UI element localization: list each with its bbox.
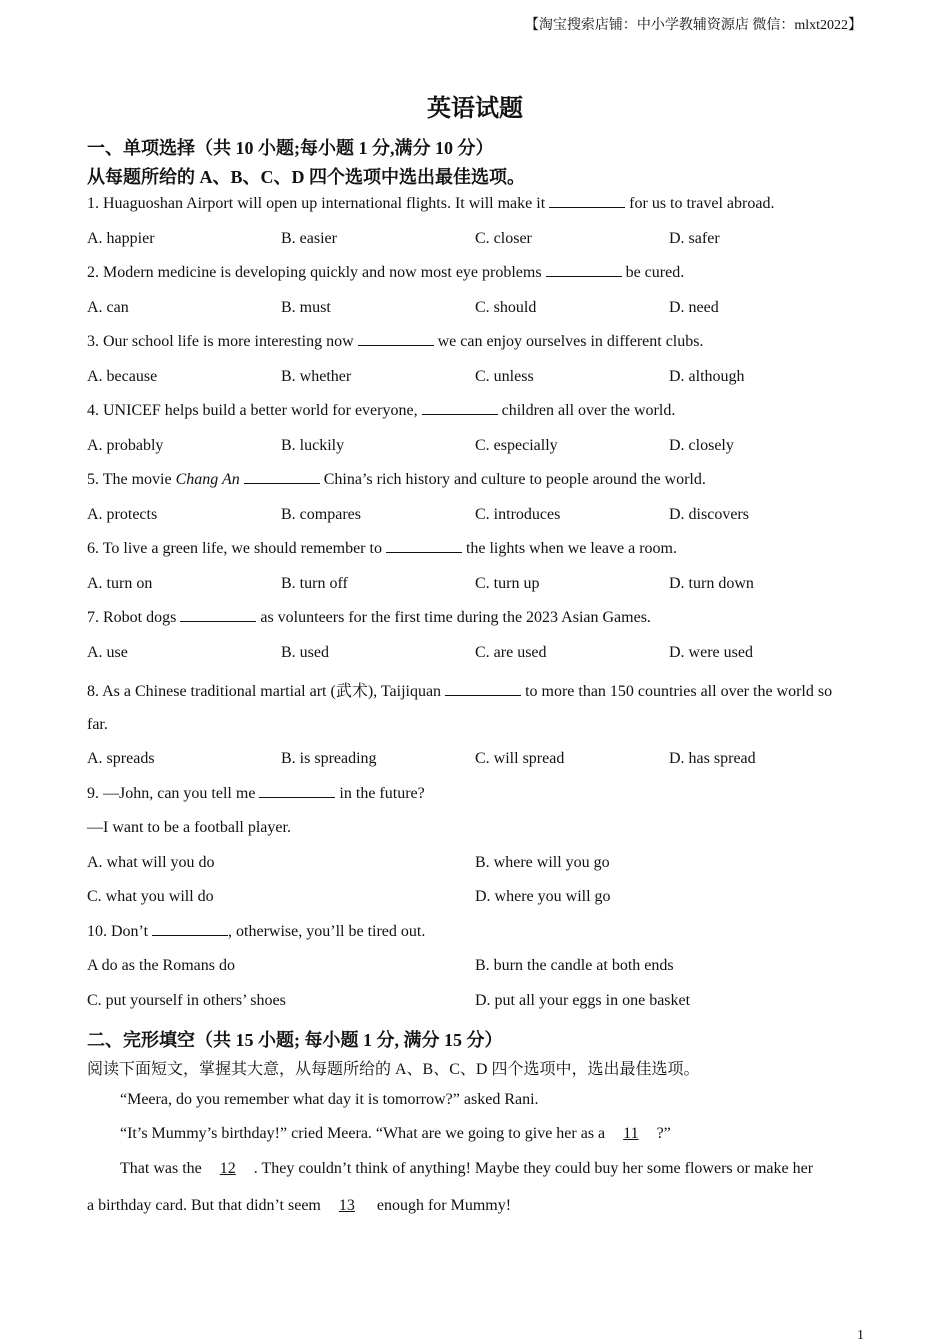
section2-instruction: 阅读下面短文，掌握其大意，从每题所给的 A、B、C、D 四个选项中，选出最佳选项。	[87, 1061, 700, 1078]
q9-option-c: C. what you will do	[87, 888, 214, 905]
q4-option-b: B. luckily	[281, 437, 345, 454]
q8-option-a: A. spreads	[87, 750, 155, 767]
q10-option-a: A do as the Romans do	[87, 957, 235, 974]
q2-option-a: A. can	[87, 299, 129, 316]
q3-option-c: C. unless	[475, 368, 534, 385]
answer-blank	[549, 195, 625, 208]
question-1: 1. Huaguoshan Airport will open up international flights. It will make it for us to travel abroad.	[87, 195, 775, 212]
q3-option-d: D. although	[669, 368, 745, 385]
q7-option-a: A. use	[87, 644, 128, 661]
q2-option-b: B. must	[281, 299, 331, 316]
q7-option-d: D. were used	[669, 644, 753, 661]
q6-option-b: B. turn off	[281, 575, 348, 592]
answer-blank	[386, 540, 462, 553]
q9-option-a: A. what will you do	[87, 854, 215, 871]
answer-blank	[445, 683, 521, 696]
q5-option-c: C. introduces	[475, 506, 561, 523]
answer-blank	[422, 402, 498, 415]
q9-option-b: B. where will you go	[475, 854, 610, 871]
q5-option-b: B. compares	[281, 506, 361, 523]
question-8: 8. As a Chinese traditional martial art (武术), Taijiquan to more than 150 countries all over the world so	[87, 683, 833, 700]
q6-option-a: A. turn on	[87, 575, 153, 592]
page-number: 1	[857, 1328, 864, 1343]
q1-option-a: A. happier	[87, 230, 155, 247]
q2-option-d: D. need	[669, 299, 719, 316]
q4-option-c: C. especially	[475, 437, 558, 454]
q1-option-d: D. safer	[669, 230, 720, 247]
answer-blank	[259, 785, 335, 798]
passage-paragraph-1: “Meera, do you remember what day it is tomorrow?” asked Rani.	[120, 1091, 539, 1108]
q7-option-b: B. used	[281, 644, 329, 661]
cloze-blank-13: 13	[338, 1197, 355, 1214]
q5-option-d: D. discovers	[669, 506, 749, 523]
section2-heading: 二、完形填空（共 15 小题; 每小题 1 分, 满分 15 分）	[87, 1030, 503, 1050]
page-title: 英语试题	[427, 96, 523, 122]
q5-option-a: A. protects	[87, 506, 158, 523]
question-9: 9. —John, can you tell me in the future?	[87, 785, 425, 802]
answer-blank	[546, 264, 622, 277]
q8-option-c: C. will spread	[475, 750, 565, 767]
q1-option-c: C. closer	[475, 230, 532, 247]
q8-option-d: D. has spread	[669, 750, 756, 767]
question-7: 7. Robot dogs as volunteers for the first time during the 2023 Asian Games.	[87, 609, 651, 626]
passage-paragraph-3: That was the 12 . They couldn’t think of anything! Maybe they could buy her some flowers or make her	[120, 1160, 814, 1177]
cloze-blank-11: 11	[623, 1125, 639, 1142]
q3-option-a: A. because	[87, 368, 158, 385]
q10-option-b: B. burn the candle at both ends	[475, 957, 674, 974]
header-note: 【淘宝搜索店铺：中小学教辅资源店 微信：mlxt2022】	[524, 18, 862, 33]
q6-option-c: C. turn up	[475, 575, 540, 592]
passage-paragraph-3-continued: a birthday card. But that didn’t seem 13 enough for Mummy!	[87, 1197, 512, 1214]
answer-blank	[244, 471, 320, 484]
q8-option-b: B. is spreading	[281, 750, 377, 767]
q10-option-c: C. put yourself in others’ shoes	[87, 992, 286, 1009]
q3-option-b: B. whether	[281, 368, 352, 385]
q2-option-c: C. should	[475, 299, 537, 316]
q10-option-d: D. put all your eggs in one basket	[475, 992, 691, 1009]
question-8-continued: far.	[87, 716, 108, 733]
q1-option-b: B. easier	[281, 230, 337, 247]
question-9-reply: —I want to be a football player.	[87, 819, 291, 836]
q9-option-d: D. where you will go	[475, 888, 611, 905]
section1-instruction: 从每题所给的 A、B、C、D 四个选项中选出最佳选项。	[87, 167, 526, 187]
question-3: 3. Our school life is more interesting now we can enjoy ourselves in different clubs.	[87, 333, 704, 350]
q4-option-d: D. closely	[669, 437, 734, 454]
question-5: 5. The movie Chang An China’s rich history and culture to people around the world.	[87, 471, 706, 488]
cloze-blank-12: 12	[219, 1160, 236, 1177]
question-10: 10. Don’t , otherwise, you’ll be tired out.	[87, 923, 426, 940]
q7-option-c: C. are used	[475, 644, 547, 661]
question-6: 6. To live a green life, we should remember to the lights when we leave a room.	[87, 540, 677, 557]
passage-paragraph-2: “It’s Mummy’s birthday!” cried Meera. “What are we going to give her as a 11 ?”	[120, 1125, 671, 1142]
question-4: 4. UNICEF helps build a better world for everyone, children all over the world.	[87, 402, 676, 419]
question-2: 2. Modern medicine is developing quickly and now most eye problems be cured.	[87, 264, 685, 281]
q4-option-a: A. probably	[87, 437, 164, 454]
q6-option-d: D. turn down	[669, 575, 754, 592]
answer-blank	[152, 923, 228, 936]
section1-heading: 一、单项选择（共 10 小题;每小题 1 分,满分 10 分）	[87, 138, 494, 158]
answer-blank	[180, 609, 256, 622]
answer-blank	[358, 333, 434, 346]
